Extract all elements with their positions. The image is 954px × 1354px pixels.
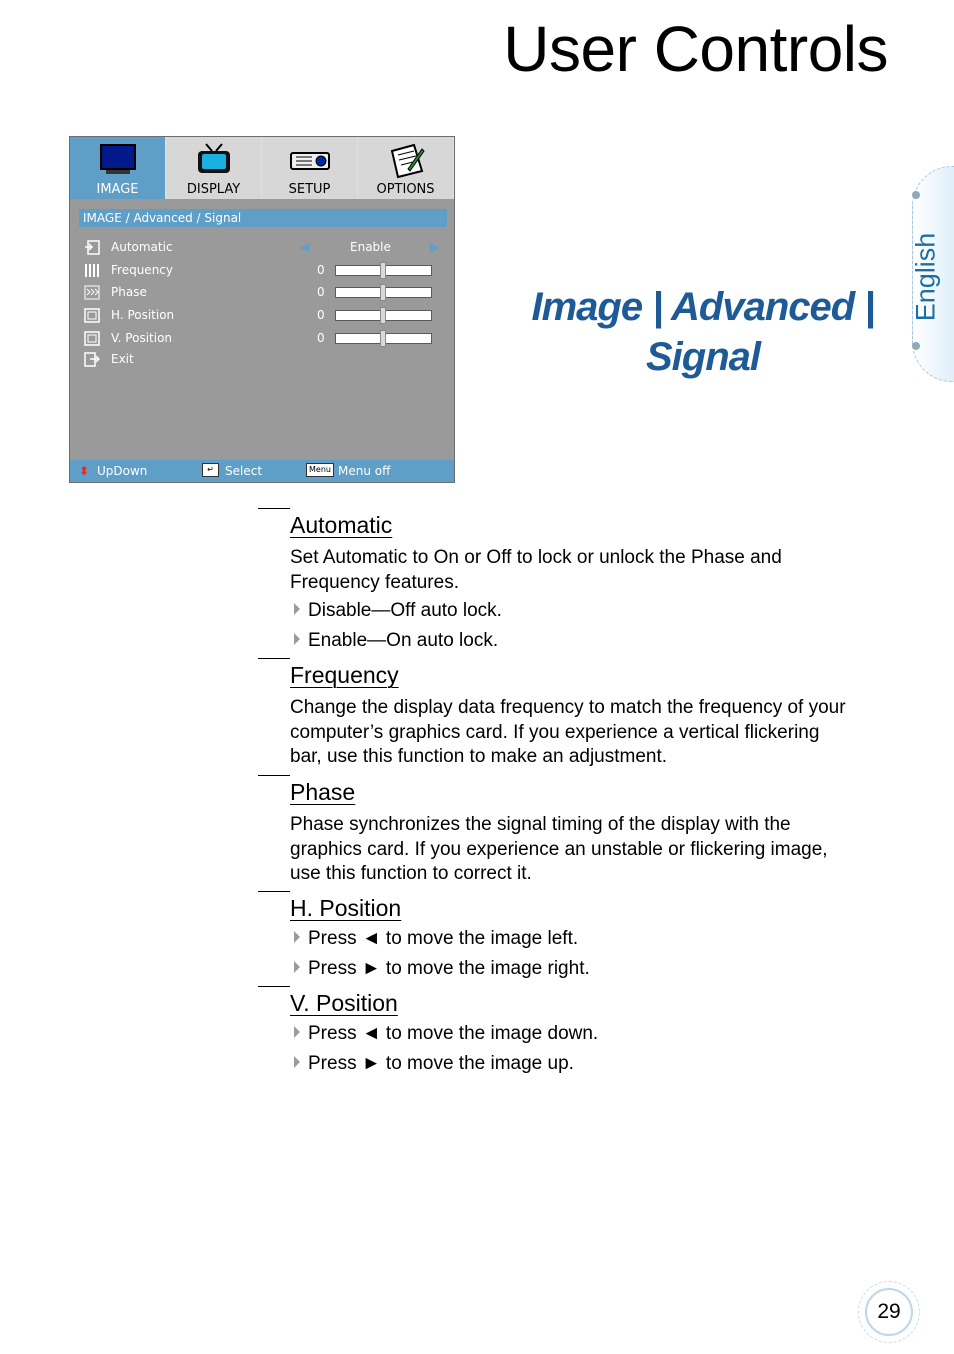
page-title: User Controls xyxy=(503,13,888,85)
arrow-right-icon[interactable]: ▶ xyxy=(430,240,440,254)
automatic-description: Set Automatic to On or Off to lock or unlock the Phase and Frequency features. xyxy=(290,547,782,593)
tv-icon xyxy=(194,143,234,181)
slider-knob[interactable] xyxy=(380,330,386,347)
notepad-icon xyxy=(386,143,426,183)
section-subtitle: Image | Advanced | Signal xyxy=(531,285,875,379)
h-position-slider[interactable] xyxy=(335,310,432,321)
bullet-arrow-icon xyxy=(294,603,300,615)
updown-arrows-icon: ⬍ xyxy=(79,464,90,478)
v-position-slider[interactable] xyxy=(335,333,432,344)
osd-tab-setup[interactable]: SETUP xyxy=(262,137,358,199)
bullet-arrow-icon xyxy=(294,1026,300,1038)
bullet-arrow-icon xyxy=(294,931,300,943)
menu-key-icon: Menu xyxy=(306,463,334,477)
bullet-arrow-icon xyxy=(294,961,300,973)
list-item: Press ► to move the image up. xyxy=(294,1053,574,1075)
h-position-icon xyxy=(84,308,100,323)
osd-menu xyxy=(69,136,455,483)
osd-row-frequency[interactable]: Frequency 0 xyxy=(82,261,442,281)
auto-icon xyxy=(84,240,100,255)
list-item: Disable—Off auto lock. xyxy=(294,600,502,622)
slider-knob[interactable] xyxy=(380,262,386,279)
projector-icon xyxy=(288,143,332,181)
frequency-slider[interactable] xyxy=(335,265,432,276)
enter-key-icon: ↵ xyxy=(202,463,219,477)
osd-tab-options[interactable]: OPTIONS xyxy=(358,137,454,199)
monitor-icon xyxy=(98,143,138,181)
tab-dot-top xyxy=(912,191,920,199)
osd-footer: ⬍ UpDown ↵ Select Menu Menu off xyxy=(70,460,454,482)
osd-tab-image[interactable]: IMAGE xyxy=(70,137,166,199)
automatic-value: Enable xyxy=(350,240,391,254)
exit-icon xyxy=(84,352,100,367)
bullet-arrow-icon xyxy=(294,633,300,645)
v-position-icon xyxy=(84,331,100,346)
phase-description: Phase synchronizes the signal timing of the display with the graphics card. If you experience an unstable or flickering image, use this function to correct it. xyxy=(290,814,828,884)
osd-row-exit[interactable]: Exit xyxy=(82,350,442,370)
slider-knob[interactable] xyxy=(380,284,386,301)
list-item: Press ◄ to move the image left. xyxy=(294,928,578,950)
frequency-description: Change the display data frequency to match the frequency of your computer’s graphics card. If you experience a vertical flickering bar, use this function to make an adjustment. xyxy=(290,697,846,767)
list-item: Press ◄ to move the image down. xyxy=(294,1023,598,1045)
osd-row-h-position[interactable]: H. Position 0 xyxy=(82,306,442,326)
osd-breadcrumb: IMAGE / Advanced / Signal xyxy=(79,209,447,227)
slider-knob[interactable] xyxy=(380,307,386,324)
phase-icon xyxy=(84,285,100,300)
osd-tab-display[interactable]: DISPLAY xyxy=(166,137,262,199)
list-item: Enable—On auto lock. xyxy=(294,630,498,652)
osd-tab-bar xyxy=(70,137,454,199)
list-item: Press ► to move the image right. xyxy=(294,958,590,980)
language-label: English xyxy=(910,232,941,322)
frequency-icon xyxy=(84,263,100,278)
osd-row-v-position[interactable]: V. Position 0 xyxy=(82,329,442,349)
osd-row-phase[interactable]: Phase 0 xyxy=(82,283,442,303)
osd-row-automatic[interactable]: Automatic ◀ Enable ▶ xyxy=(82,238,442,258)
phase-slider[interactable] xyxy=(335,287,432,298)
page-number: 29 xyxy=(865,1288,913,1336)
arrow-left-icon[interactable]: ◀ xyxy=(300,240,310,254)
bullet-arrow-icon xyxy=(294,1056,300,1068)
